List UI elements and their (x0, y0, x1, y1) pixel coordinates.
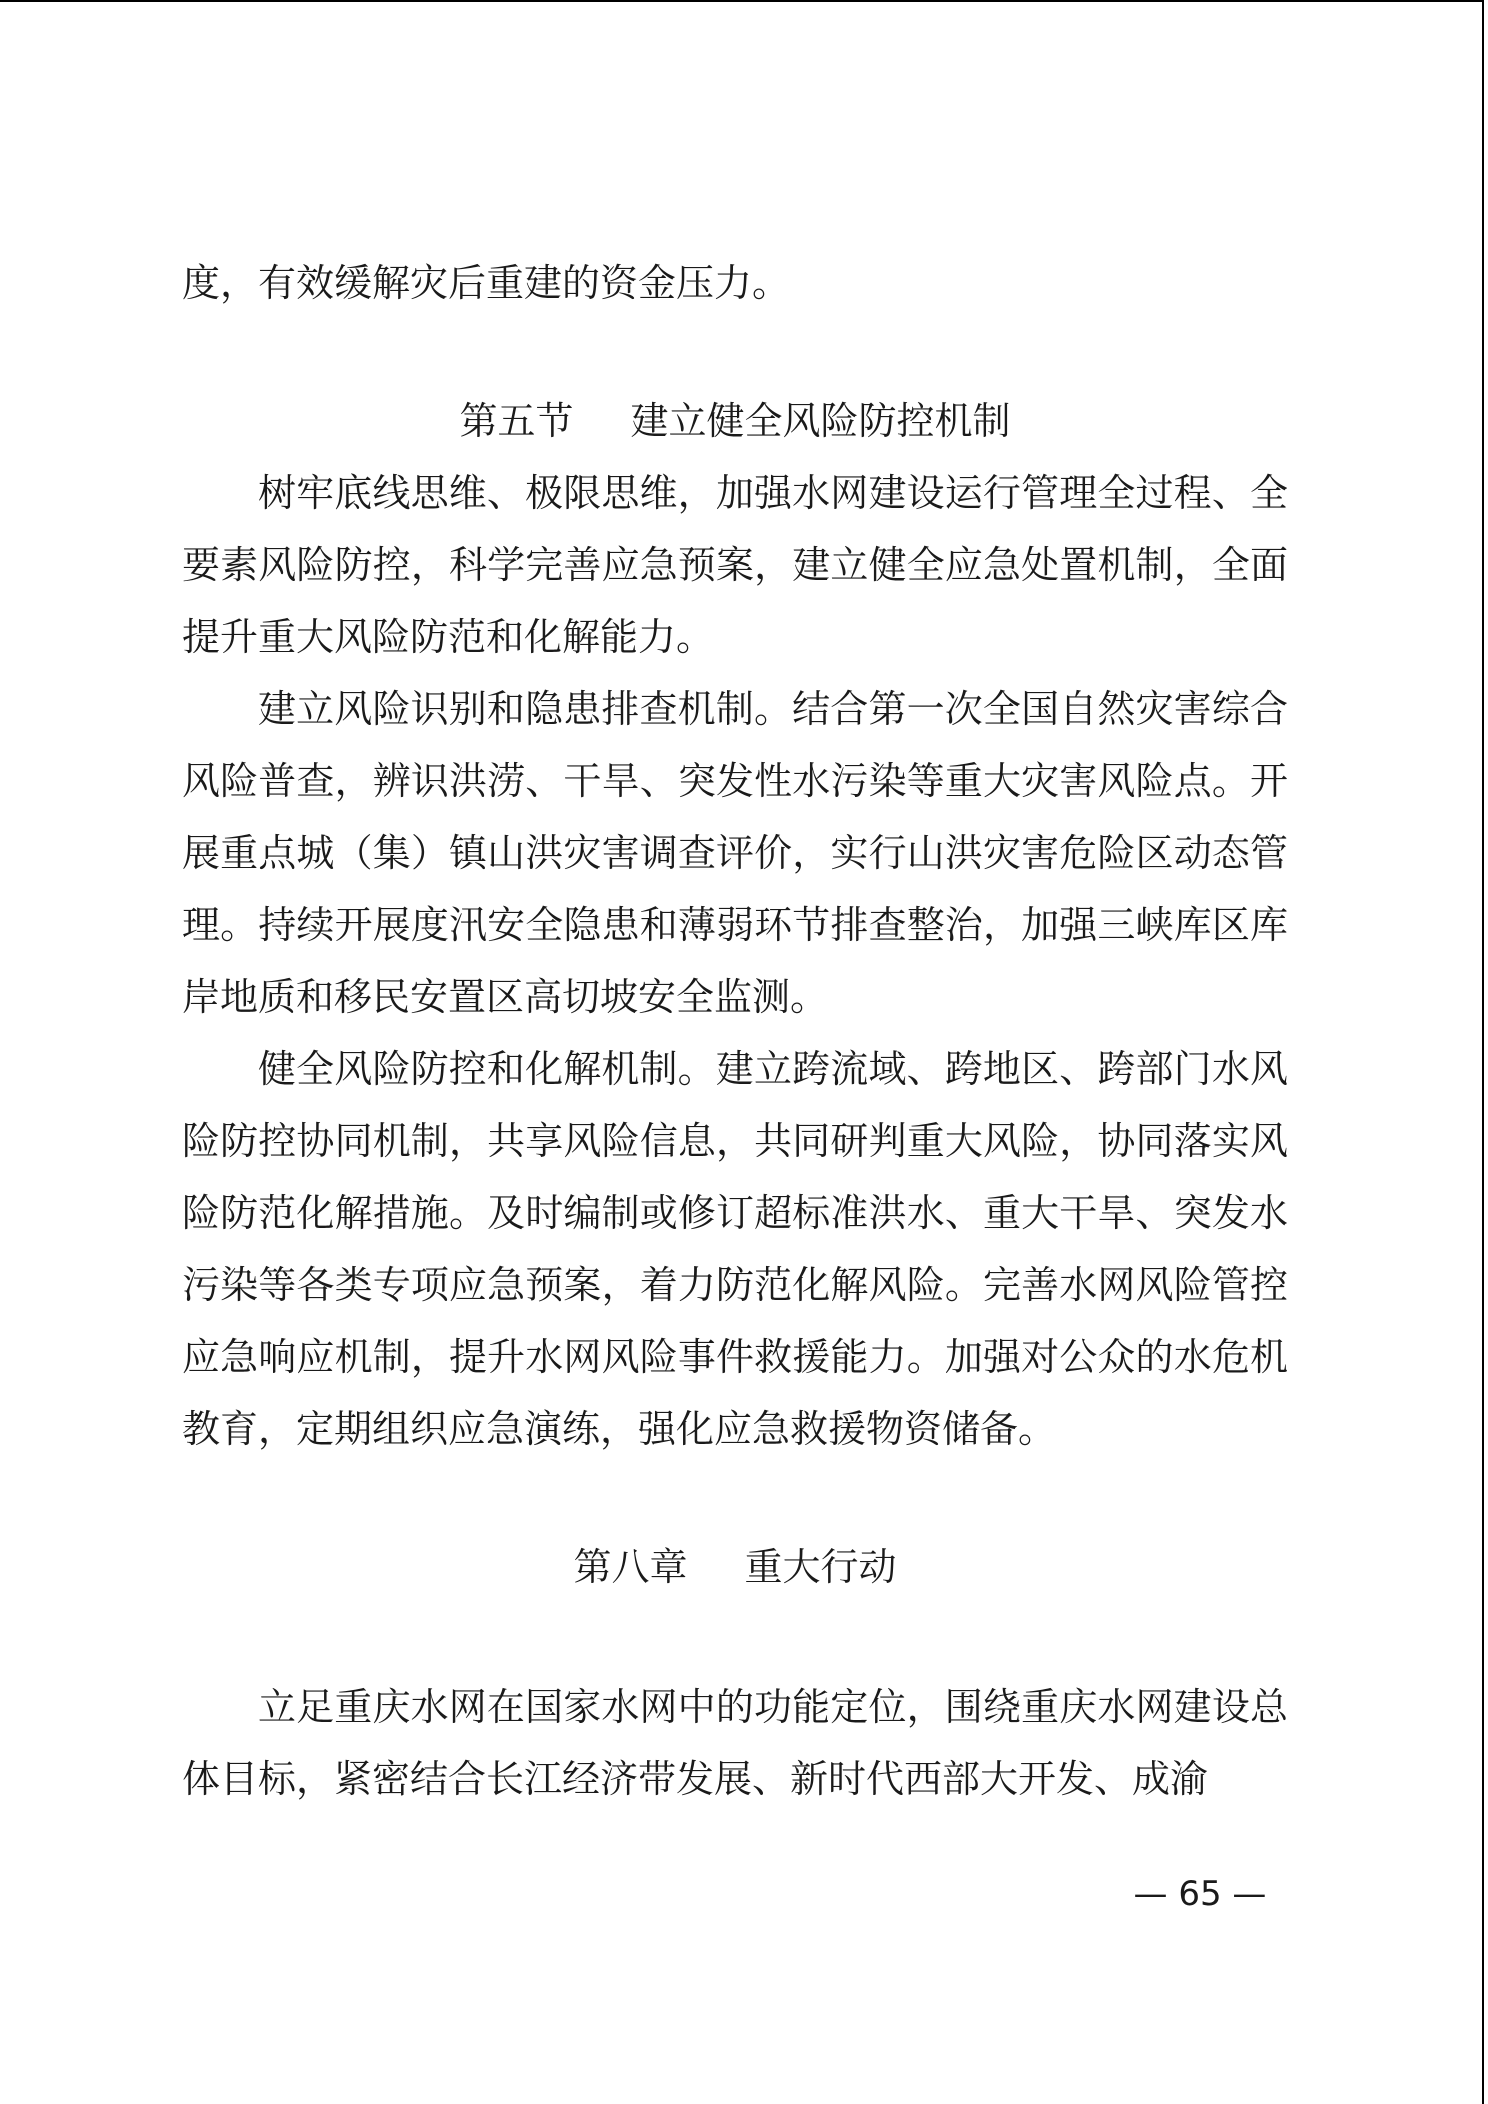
section-number: 第五节 (459, 399, 574, 443)
spacer (182, 1603, 1288, 1671)
chapter-number: 第八章 (573, 1545, 688, 1589)
paragraph: 树牢底线思维、极限思维，加强水网建设运行管理全过程、全要素风险防控，科学完善应急预案，建立健全应急处置机制，全面提升重大风险防范和化解能力。 (182, 471, 1288, 659)
paragraph: 建立风险识别和隐患排查机制。结合第一次全国自然灾害综合风险普查，辨识洪涝、干旱、突发性水污染等重大灾害风险点。开展重点城（集）镇山洪灾害调查评价，实行山洪灾害危险区动态管理。持续开展度汛安全隐患和薄弱环节排查整治，加强三峡库区库岸地质和移民安置区高切坡安全监测。 (182, 687, 1288, 1019)
paragraph: 健全风险防控和化解机制。建立跨流域、跨地区、跨部门水风险防控协同机制，共享风险信息，共同研判重大风险，协同落实风险防范化解措施。及时编制或修订超标准洪水、重大干旱、突发水污染等各类专项应急预案，着力防范化解风险。完善水网风险管控应急响应机制，提升水网风险事件救援能力。加强对公众的水危机教育，定期组织应急演练，强化应急救援物资储备。 (182, 1047, 1288, 1451)
spacer (182, 319, 1288, 385)
paragraph: 立足重庆水网在国家水网中的功能定位，围绕重庆水网建设总体目标，紧密结合长江经济带发展、新时代西部大开发、成渝 (182, 1685, 1288, 1801)
section-title: 建立健全风险防控机制 (630, 399, 1011, 443)
section-heading (182, 385, 1288, 457)
paragraph-continued: 度，有效缓解灾后重建的资金压力。 (182, 261, 791, 305)
chapter-heading (182, 1531, 1288, 1603)
spacer (182, 1465, 1288, 1531)
document-body (182, 247, 1288, 1815)
page-number: — 65 — (1133, 1874, 1267, 1914)
chapter-title: 重大行动 (744, 1545, 897, 1589)
